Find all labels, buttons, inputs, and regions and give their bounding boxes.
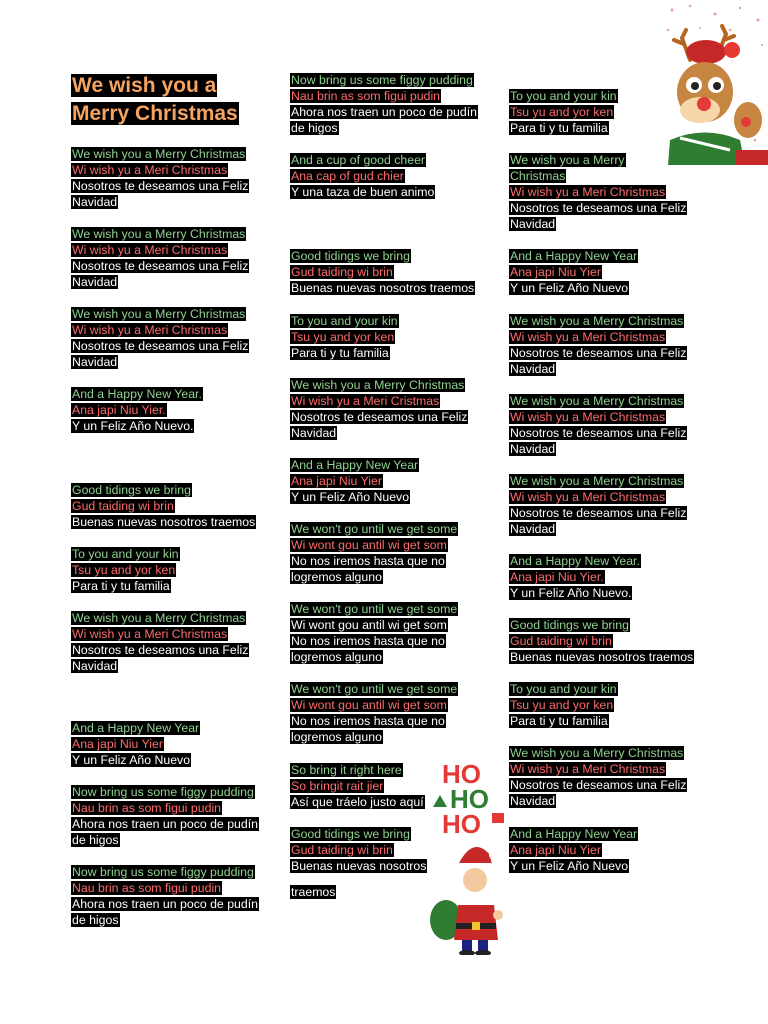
lyric-line [71, 816, 259, 832]
lyric-text: So bringit rait jier [291, 779, 384, 793]
scarf-icon [668, 133, 745, 166]
lyric-text: Wi wish yu a Meri Cristmas [291, 394, 440, 408]
lyric-line [290, 601, 458, 617]
lyric-line [290, 329, 395, 345]
lyric-text: traemos [291, 885, 336, 899]
lyric-text: We won't go until we get some [291, 602, 458, 616]
lyric-text: Wi wish yu a Meri Christmas [72, 627, 228, 641]
lyric-line [290, 681, 458, 697]
lyric-line [290, 762, 403, 778]
lyric-line [290, 104, 478, 120]
lyric-line [71, 274, 118, 290]
lyric-text: Wi wish yu a Meri Christmas [510, 330, 666, 344]
lyric-line [71, 912, 120, 928]
lyric-text: Wi wish yu a Meri Christmas [510, 490, 666, 504]
lyric-text: Wi wont gou antil wi get som [291, 538, 447, 552]
lyric-line [290, 313, 399, 329]
lyric-text: Y un Feliz Año Nuevo [510, 281, 629, 295]
lyric-line [509, 521, 556, 537]
lyric-text: Buenas nuevas nosotros traemos [510, 650, 694, 664]
lyric-text: Y un Feliz Año Nuevo [291, 490, 410, 504]
lyric-text: Nosotros te deseamos una Feliz [72, 643, 249, 657]
lyric-line [71, 514, 256, 530]
lyric-text: Y un Feliz Año Nuevo. [510, 586, 632, 600]
lyric-line [509, 441, 556, 457]
lyric-line [509, 858, 629, 874]
lyric-line [290, 884, 336, 900]
ho-text-3: HO [442, 809, 481, 839]
red-nose-icon [697, 97, 711, 111]
lyric-text: No nos iremos hasta que no [291, 634, 445, 648]
lyric-line [290, 521, 458, 537]
lyric-line [290, 264, 394, 280]
lyric-text: Para ti y tu familia [510, 714, 608, 728]
lyric-line [509, 88, 618, 104]
lyric-line [290, 489, 410, 505]
lyric-text: And a cup of good cheer [291, 153, 425, 167]
lyric-text: logremos alguno [291, 730, 382, 744]
lyric-line [290, 184, 435, 200]
lyric-text: Y una taza de buen animo [291, 185, 435, 199]
lyric-text: Navidad [510, 362, 556, 376]
lyric-line [290, 537, 448, 553]
lyric-line [71, 482, 192, 498]
lyric-text: Nosotros te deseamos una Feliz [510, 506, 687, 520]
lyric-text: To you and your kin [510, 682, 617, 696]
lyric-line [71, 306, 246, 322]
lyric-text: Nosotros te deseamos una Feliz [72, 259, 249, 273]
lyric-line [290, 120, 339, 136]
lyric-line [71, 258, 249, 274]
lyric-line [290, 248, 411, 264]
lyric-line [71, 194, 118, 210]
lyric-text: Good tidings we bring [72, 483, 191, 497]
lyric-line [71, 178, 249, 194]
lyric-text: And a Happy New Year. [510, 554, 640, 568]
lyric-text: Para ti y tu familia [72, 579, 170, 593]
lyric-line [290, 633, 446, 649]
lyric-line [290, 473, 383, 489]
lyric-text: We won't go until we get some [291, 522, 458, 536]
lyric-line [509, 200, 687, 216]
lyric-text: Para ti y tu familia [291, 346, 389, 360]
lyric-text: Navidad [510, 522, 556, 536]
lyric-text: Nau brin as som figui pudin [291, 89, 441, 103]
lyric-line [290, 457, 419, 473]
lyric-text: We wish you a Merry Christmas [291, 378, 465, 392]
lyric-line [71, 146, 246, 162]
lyric-line [71, 338, 249, 354]
lyric-line [290, 168, 405, 184]
lyric-line [71, 658, 118, 674]
lyric-text: Tsu yu and yor ken [72, 563, 176, 577]
lyric-line [509, 409, 666, 425]
lyric-line [509, 826, 638, 842]
lyric-line [509, 745, 684, 761]
lyric-line [71, 578, 171, 594]
lyric-text: And a Happy New Year [510, 249, 638, 263]
lyric-text: Gud taiding wi brin [291, 265, 393, 279]
tree-icon [433, 795, 447, 807]
lyric-text: And a Happy New Year. [72, 387, 202, 401]
lyric-line [509, 248, 638, 264]
santa-face-icon [463, 868, 487, 892]
lyric-line [509, 329, 666, 345]
lyric-line [509, 761, 666, 777]
lyric-line [71, 322, 228, 338]
lyric-text: And a Happy New Year [72, 721, 200, 735]
song-title [71, 72, 271, 128]
lyric-text: Now bring us some figgy pudding [291, 73, 473, 87]
lyric-line [290, 393, 440, 409]
lyric-line [290, 409, 468, 425]
lyric-text: Buenas nuevas nosotros traemos [291, 281, 475, 295]
lyric-line [71, 498, 175, 514]
lyric-text: Nosotros te deseamos una Feliz [510, 201, 687, 215]
lyric-text: Gud taiding wi brin [510, 634, 612, 648]
lyric-text: de higos [291, 121, 338, 135]
lyric-line [290, 345, 390, 361]
lyric-text: Ana japi Niu Yier. [72, 403, 166, 417]
lyric-text: Nosotros te deseamos una Feliz [72, 179, 249, 193]
lyric-text: Nau brin as som figui pudin [72, 881, 222, 895]
lyric-text: Wi wish yu a Meri Christmas [72, 323, 228, 337]
lyric-text: Para ti y tu familia [510, 121, 608, 135]
lyric-line [71, 752, 191, 768]
lyric-text: Christmas [510, 169, 566, 183]
lyric-line [509, 168, 566, 184]
lyric-line [71, 354, 118, 370]
lyric-line [509, 633, 613, 649]
lyric-text: We wish you a Merry Christmas [72, 611, 246, 625]
lyric-text: Wi wont gou antil wi get som [291, 618, 447, 632]
title-line-1: We wish you a [72, 74, 217, 97]
lyric-text: Good tidings we bring [291, 249, 410, 263]
lyric-text: Tsu yu and yor ken [510, 698, 614, 712]
lyric-text: Navidad [72, 355, 118, 369]
lyric-line [71, 880, 222, 896]
lyric-text: Y un Feliz Año Nuevo [72, 753, 191, 767]
lyric-line [71, 896, 259, 912]
santa-hat-icon [458, 847, 492, 865]
lyric-text: Ana japi Niu Yier [510, 843, 601, 857]
lyric-line [290, 553, 446, 569]
lyric-line [290, 425, 337, 441]
lyric-text: We wish you a Merry Christmas [72, 227, 246, 241]
lyric-line [290, 88, 441, 104]
lyric-text: And a Happy New Year [510, 827, 638, 841]
lyric-line [509, 216, 556, 232]
lyric-text: Nosotros te deseamos una Feliz [510, 778, 687, 792]
lyric-text: logremos alguno [291, 570, 382, 584]
lyric-text: Navidad [72, 659, 118, 673]
lyric-line [509, 505, 687, 521]
lyric-text: Navidad [510, 442, 556, 456]
lyric-line [509, 681, 618, 697]
lyric-line [71, 418, 194, 434]
lyric-text: Tsu yu and yor ken [510, 105, 614, 119]
lyric-line [71, 784, 255, 800]
lyric-line [71, 800, 222, 816]
lyric-line [509, 777, 687, 793]
lyric-text: Ana japi Niu Yier. [510, 570, 604, 584]
lyric-text: de higos [72, 833, 119, 847]
lyric-text: Así que tráelo justo aquí [291, 795, 424, 809]
lyric-text: Y un Feliz Año Nuevo [510, 859, 629, 873]
lyric-line [509, 617, 630, 633]
lyric-text: Gud taiding wi brin [291, 843, 393, 857]
lyric-line [509, 393, 684, 409]
lyric-text: Now bring us some figgy pudding [72, 785, 254, 799]
lyric-line [71, 386, 203, 402]
lyric-text: Wi wish yu a Meri Christmas [72, 163, 228, 177]
lyric-line [290, 778, 384, 794]
lyric-line [290, 72, 474, 88]
lyric-text: Navidad [72, 275, 118, 289]
lyric-text: Nosotros te deseamos una Feliz [291, 410, 468, 424]
lyric-text: Nosotros te deseamos una Feliz [510, 426, 687, 440]
lyric-line [290, 569, 383, 585]
lyric-text: Wi wont gou antil wi get som [291, 698, 447, 712]
lyric-text: We wish you a Merry Christmas [72, 147, 246, 161]
lyric-line [71, 610, 246, 626]
lyric-text: We wish you a Merry Christmas [510, 394, 684, 408]
lyric-line [290, 617, 448, 633]
lyric-line [509, 361, 556, 377]
lyric-line [509, 313, 684, 329]
lyric-text: Navidad [72, 195, 118, 209]
lyric-line [509, 489, 666, 505]
candy-icon [492, 813, 504, 823]
lyric-line [509, 553, 641, 569]
lyric-text: Navidad [510, 217, 556, 231]
lyric-text: Nau brin as som figui pudin [72, 801, 222, 815]
lyric-text: de higos [72, 913, 119, 927]
ho-text-2: HO [450, 784, 489, 814]
lyric-line [290, 280, 475, 296]
lyric-text: Ahora nos traen un poco de pudín [72, 897, 258, 911]
lyric-text: Good tidings we bring [510, 618, 629, 632]
lyric-text: To you and your kin [72, 547, 179, 561]
lyric-line [290, 152, 426, 168]
lyric-line [509, 425, 687, 441]
lyric-line [290, 794, 425, 810]
lyric-line [509, 104, 614, 120]
lyric-line [290, 729, 383, 745]
lyric-text: We wish you a Merry Christmas [510, 746, 684, 760]
lyric-line [509, 713, 609, 729]
lyric-text: Ana japi Niu Yier [72, 737, 163, 751]
lyric-text: We wish you a Merry [510, 153, 625, 167]
lyric-line [71, 832, 120, 848]
lyric-text: Nosotros te deseamos una Feliz [510, 346, 687, 360]
lyric-line [290, 377, 465, 393]
lyric-text: No nos iremos hasta que no [291, 554, 445, 568]
lyric-text: Wi wish yu a Meri Christmas [510, 762, 666, 776]
title-line-2: Merry Christmas [72, 102, 238, 125]
lyric-text: Buenas nuevas nosotros traemos [72, 515, 256, 529]
lyric-line [509, 697, 614, 713]
lyric-text: Good tidings we bring [291, 827, 410, 841]
lyric-text: Wi wish yu a Meri Christmas [510, 410, 666, 424]
lyric-line [290, 826, 411, 842]
lyric-text: Buenas nuevas nosotros [291, 859, 427, 873]
lyric-text: Ahora nos traen un poco de pudín [291, 105, 477, 119]
lyric-line [71, 642, 249, 658]
lyric-line [290, 842, 394, 858]
lyric-text: Navidad [510, 794, 556, 808]
lyric-text: To you and your kin [291, 314, 398, 328]
lyric-line [509, 184, 666, 200]
lyric-text: Now bring us some figgy pudding [72, 865, 254, 879]
lyric-line [71, 736, 164, 752]
lyric-line [509, 152, 626, 168]
lyric-line [509, 473, 684, 489]
lyric-line [71, 242, 228, 258]
lyric-line [71, 162, 228, 178]
lyric-text: We wish you a Merry Christmas [72, 307, 246, 321]
lyric-text: Navidad [291, 426, 337, 440]
lyric-text: No nos iremos hasta que no [291, 714, 445, 728]
lyric-text: logremos alguno [291, 650, 382, 664]
lyric-text: Ana japi Niu Yier [510, 265, 601, 279]
hat-icon [686, 40, 726, 64]
lyric-line [71, 864, 255, 880]
lyric-line [71, 226, 246, 242]
lyric-line [71, 720, 200, 736]
lyric-text: We wish you a Merry Christmas [510, 314, 684, 328]
ho-text-1: HO [442, 759, 481, 789]
lyric-text: We won't go until we get some [291, 682, 458, 696]
lyric-line [509, 842, 602, 858]
lyric-text: Y un Feliz Año Nuevo. [72, 419, 194, 433]
lyric-line [290, 713, 446, 729]
lyric-line [290, 649, 383, 665]
lyric-line [71, 546, 180, 562]
lyric-line [71, 626, 228, 642]
lyric-line [509, 649, 694, 665]
lyric-line [509, 345, 687, 361]
santa-illustration [428, 755, 520, 955]
lyric-line [509, 120, 609, 136]
lyric-text: Ana japi Niu Yier [291, 474, 382, 488]
lyric-text: We wish you a Merry Christmas [510, 474, 684, 488]
lyric-text: Ahora nos traen un poco de pudín [72, 817, 258, 831]
lyric-line [509, 585, 632, 601]
lyric-text: Tsu yu and yor ken [291, 330, 395, 344]
lyric-text: Ana cap of gud chier [291, 169, 404, 183]
lyric-line [509, 264, 602, 280]
lyric-text: Gud taiding wi brin [72, 499, 174, 513]
lyric-text: To you and your kin [510, 89, 617, 103]
lyric-line [509, 280, 629, 296]
lyric-line [509, 569, 605, 585]
lyric-line [290, 858, 427, 874]
lyric-text: Wi wish yu a Meri Christmas [510, 185, 666, 199]
reindeer-illustration [660, 0, 768, 165]
lyric-text: Wi wish yu a Meri Christmas [72, 243, 228, 257]
lyric-text: And a Happy New Year [291, 458, 419, 472]
lyric-line [71, 402, 167, 418]
lyric-text: So bring it right here [291, 763, 402, 777]
lyric-line [71, 562, 176, 578]
lyric-line [290, 697, 448, 713]
lyric-text: Nosotros te deseamos una Feliz [72, 339, 249, 353]
